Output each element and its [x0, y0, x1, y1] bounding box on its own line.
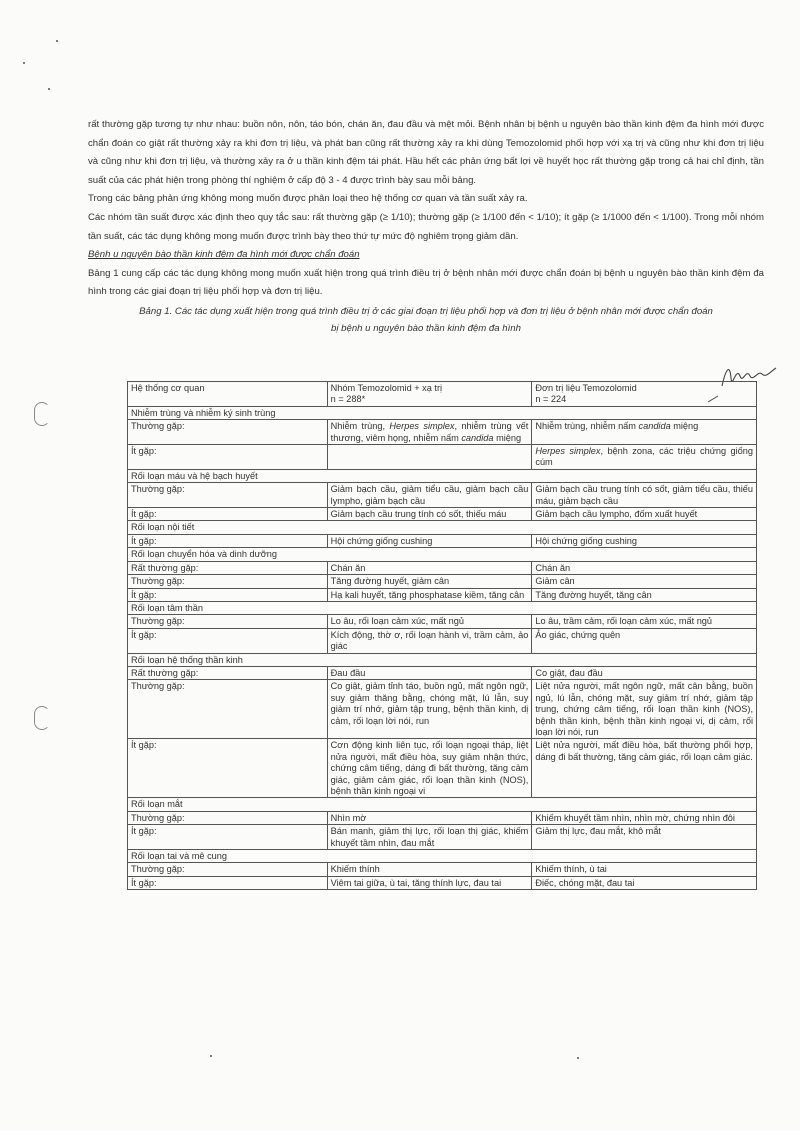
table-header-row	[128, 382, 757, 407]
table-row	[128, 666, 757, 679]
monotherapy-cell: Giảm bạch cầu trung tính có sốt, giảm tiểu cầu, thiếu máu, giảm bạch cầu	[532, 483, 757, 508]
table-section-row	[128, 850, 757, 863]
combo-therapy-cell: Tăng đường huyết, giảm cân	[327, 575, 532, 588]
scan-speck	[23, 62, 25, 64]
table-row	[128, 534, 757, 547]
combo-therapy-cell: Lo âu, rối loạn cảm xúc, mất ngủ	[327, 615, 532, 628]
table-row	[128, 575, 757, 588]
table-section-row	[128, 406, 757, 419]
table-section-row	[128, 601, 757, 614]
monotherapy-cell: Tăng đường huyết, tăng cân	[532, 588, 757, 601]
section-title: Rối loạn chuyển hóa và dinh dưỡng	[128, 548, 757, 561]
frequency-cell: Ít gặp:	[128, 739, 328, 798]
frequency-cell: Thường gặp:	[128, 615, 328, 628]
table-row	[128, 628, 757, 653]
combo-therapy-cell: Cơn động kinh liên tục, rối loạn ngoại tháp, liệt nửa người, mất điều hòa, suy giảm nhận thức, chứng câm tiếng, dáng đi bất thường, tăng cảm giác, giảm cảm giác, rối loạn thần kinh (NOS), bệnh thần kinh ngoại vi	[327, 739, 532, 798]
table-row	[128, 863, 757, 876]
table-section-row	[128, 653, 757, 666]
table-row	[128, 825, 757, 850]
header-n: n = 288*	[330, 394, 366, 405]
paragraph: Các nhóm tần suất được xác định theo quy tắc sau: rất thường gặp (≥ 1/10); thường gặp (≥ 1/100 đến < 1/10); ít gặp (≥ 1/1000 đến < 1/100). Trong mỗi nhóm tần suất, các tác dụng không mong muốn được trình bày theo thứ tự mức độ nghiêm trọng giảm dần.	[88, 211, 764, 242]
section-title: Nhiễm trùng và nhiễm ký sinh trùng	[128, 406, 757, 419]
scan-speck	[577, 1057, 579, 1059]
scan-speck	[48, 88, 50, 90]
monotherapy-cell: Liệt nửa người, mất ngôn ngữ, mất cân bằng, buồn ngủ, lú lẫn, chóng mặt, suy giảm trí nhớ, giảm tập trung, chứng câm tiếng, rối loạn thần kinh (NOS), bệnh thần kinh, bệnh thần kinh ngoại vi, dị cảm, rối loạn lời nói, run	[532, 680, 757, 739]
table-row	[128, 680, 757, 739]
header-n: n = 224	[535, 394, 567, 405]
punch-hole	[34, 706, 50, 730]
table-row	[128, 445, 757, 470]
frequency-cell: Thường gặp:	[128, 811, 328, 824]
section-title: Rối loạn mắt	[128, 798, 757, 811]
table-row	[128, 739, 757, 798]
frequency-cell: Ít gặp:	[128, 445, 328, 470]
table-row	[128, 588, 757, 601]
table-row	[128, 483, 757, 508]
table-row	[128, 876, 757, 889]
frequency-cell: Thường gặp:	[128, 680, 328, 739]
combo-therapy-cell: Khiếm thính	[327, 863, 532, 876]
frequency-cell: Ít gặp:	[128, 628, 328, 653]
body-text	[88, 116, 764, 338]
table-section-row	[128, 521, 757, 534]
combo-therapy-cell: Nhìn mờ	[327, 811, 532, 824]
monotherapy-cell: Khiếm khuyết tầm nhìn, nhìn mờ, chứng nhìn đôi	[532, 811, 757, 824]
monotherapy-cell: Giảm thị lực, đau mắt, khô mắt	[532, 825, 757, 850]
combo-therapy-cell: Giảm bạch cầu trung tính có sốt, thiếu máu	[327, 508, 532, 521]
monotherapy-cell: Lo âu, trầm cảm, rối loạn cảm xúc, mất ngủ	[532, 615, 757, 628]
caption-line: bị bệnh u nguyên bào thần kinh đệm đa hình	[331, 323, 521, 335]
table-row	[128, 615, 757, 628]
monotherapy-cell: Điếc, chóng mặt, đau tai	[532, 876, 757, 889]
frequency-cell: Ít gặp:	[128, 876, 328, 889]
monotherapy-cell: Liệt nửa người, mất điều hòa, bất thường phối hợp, dáng đi bất thường, tăng cảm giác, rối loạn cảm giác.	[532, 739, 757, 798]
frequency-cell: Thường gặp:	[128, 483, 328, 508]
adverse-effects-table	[127, 381, 757, 890]
combo-therapy-cell: Hội chứng giống cushing	[327, 534, 532, 547]
header-cell	[532, 382, 757, 407]
table-row	[128, 508, 757, 521]
combo-therapy-cell: Co giật, giảm tỉnh táo, buồn ngủ, mất ngôn ngữ, suy giảm thăng bằng, chóng mặt, lú lẫn, suy giảm trí nhớ, giảm tập trung, bệnh thần kinh, dị cảm, rối loạn lời nói, run	[327, 680, 532, 739]
combo-therapy-cell: Giảm bạch cầu, giảm tiểu cầu, giảm bạch cầu lympho, giảm bạch cầu	[327, 483, 532, 508]
table-row	[128, 811, 757, 824]
combo-therapy-cell: Nhiễm trùng, Herpes simplex, nhiễm trùng vết thương, viêm họng, nhiễm nấm candida miệng	[327, 420, 532, 445]
monotherapy-cell: Herpes simplex, bệnh zona, các triệu chứng giống cúm	[532, 445, 757, 470]
monotherapy-cell: Co giật, đau đầu	[532, 666, 757, 679]
table-section-row	[128, 469, 757, 482]
caption-line: Bảng 1. Các tác dụng xuất hiện trong quá trình điều trị ở các giai đoạn trị liệu phối hợp và đơn trị liệu ở bệnh nhân mới được chẩn đoán	[139, 305, 713, 317]
paragraph: Bảng 1 cung cấp các tác dụng không mong muốn xuất hiện trong quá trình điều trị ở bệnh nhân mới được chẩn đoán bị bệnh u nguyên bào thần kinh đệm đa hình trong các giai đoạn trị liệu phối hợp và đơn trị liệu.	[88, 267, 764, 298]
monotherapy-cell: Ảo giác, chứng quên	[532, 628, 757, 653]
frequency-cell: Thường gặp:	[128, 863, 328, 876]
table-section-row	[128, 548, 757, 561]
header-cell: Hệ thống cơ quan	[128, 382, 328, 407]
frequency-cell: Ít gặp:	[128, 534, 328, 547]
table-section-row	[128, 798, 757, 811]
paragraph: Trong các bảng phản ứng không mong muốn được phân loại theo hệ thống cơ quan và tần suất xảy ra.	[88, 193, 528, 205]
combo-therapy-cell: Kích động, thờ ơ, rối loạn hành vi, trầm cảm, ảo giác	[327, 628, 532, 653]
scan-speck	[56, 40, 58, 42]
header-label: Nhóm Temozolomid + xạ trị	[330, 383, 443, 393]
monotherapy-cell: Giảm bạch cầu lympho, đốm xuất huyết	[532, 508, 757, 521]
table-row	[128, 561, 757, 574]
frequency-cell: Ít gặp:	[128, 825, 328, 850]
combo-therapy-cell: Chán ăn	[327, 561, 532, 574]
frequency-cell: Thường gặp:	[128, 575, 328, 588]
frequency-cell: Thường gặp:	[128, 420, 328, 445]
section-title: Rối loạn tai và mê cung	[128, 850, 757, 863]
section-title: Rối loạn tâm thần	[128, 601, 757, 614]
frequency-cell: Rất thường gặp:	[128, 561, 328, 574]
header-cell	[327, 382, 532, 407]
combo-therapy-cell: Đau đầu	[327, 666, 532, 679]
combo-therapy-cell: Viêm tai giữa, ù tai, tăng thính lực, đau tai	[327, 876, 532, 889]
table-caption	[88, 303, 764, 338]
combo-therapy-cell	[327, 445, 532, 470]
combo-therapy-cell: Hạ kali huyết, tăng phosphatase kiềm, tăng cân	[327, 588, 532, 601]
section-heading: Bệnh u nguyên bào thần kinh đệm đa hình mới được chẩn đoán	[88, 249, 360, 261]
scan-speck	[210, 1055, 212, 1057]
monotherapy-cell: Chán ăn	[532, 561, 757, 574]
monotherapy-cell: Khiếm thính, ù tai	[532, 863, 757, 876]
frequency-cell: Ít gặp:	[128, 588, 328, 601]
monotherapy-cell: Nhiễm trùng, nhiễm nấm candida miệng	[532, 420, 757, 445]
section-title: Rối loạn hệ thống thần kinh	[128, 653, 757, 666]
combo-therapy-cell: Bán manh, giảm thị lực, rối loạn thị giác, khiếm khuyết tầm nhìn, đau mắt	[327, 825, 532, 850]
section-title: Rối loạn máu và hệ bạch huyết	[128, 469, 757, 482]
table-row	[128, 420, 757, 445]
paragraph: rất thường gặp tương tự như nhau: buồn nôn, nôn, táo bón, chán ăn, đau đầu và mệt mỏi. Bệnh nhân bị bệnh u nguyên bào thần kinh đệm đa hình mới được chẩn đoán co giật rất thường xảy ra khi đơn trị liệu, và phát ban cũng rất thường xảy ra khi dùng Temozolomid phối hợp với xạ trị và cũng như khi đơn trị liệu và cũng như khi đơn trị liệu, và thường xảy ra ở u thần kinh đệm tái phát. Hầu hết các phản ứng bất lợi về huyết học rất thường gặp trong cả hai chỉ định, tần suất của các phát hiện trong phòng thí nghiệm ở cấp độ 3 - 4 được trình bày sau mỗi bảng.	[88, 119, 764, 186]
monotherapy-cell: Hội chứng giống cushing	[532, 534, 757, 547]
punch-hole	[34, 402, 50, 426]
frequency-cell: Rất thường gặp:	[128, 666, 328, 679]
header-label: Đơn trị liệu Temozolomid	[535, 383, 637, 393]
frequency-cell: Ít gặp:	[128, 508, 328, 521]
monotherapy-cell: Giảm cân	[532, 575, 757, 588]
section-title: Rối loạn nội tiết	[128, 521, 757, 534]
